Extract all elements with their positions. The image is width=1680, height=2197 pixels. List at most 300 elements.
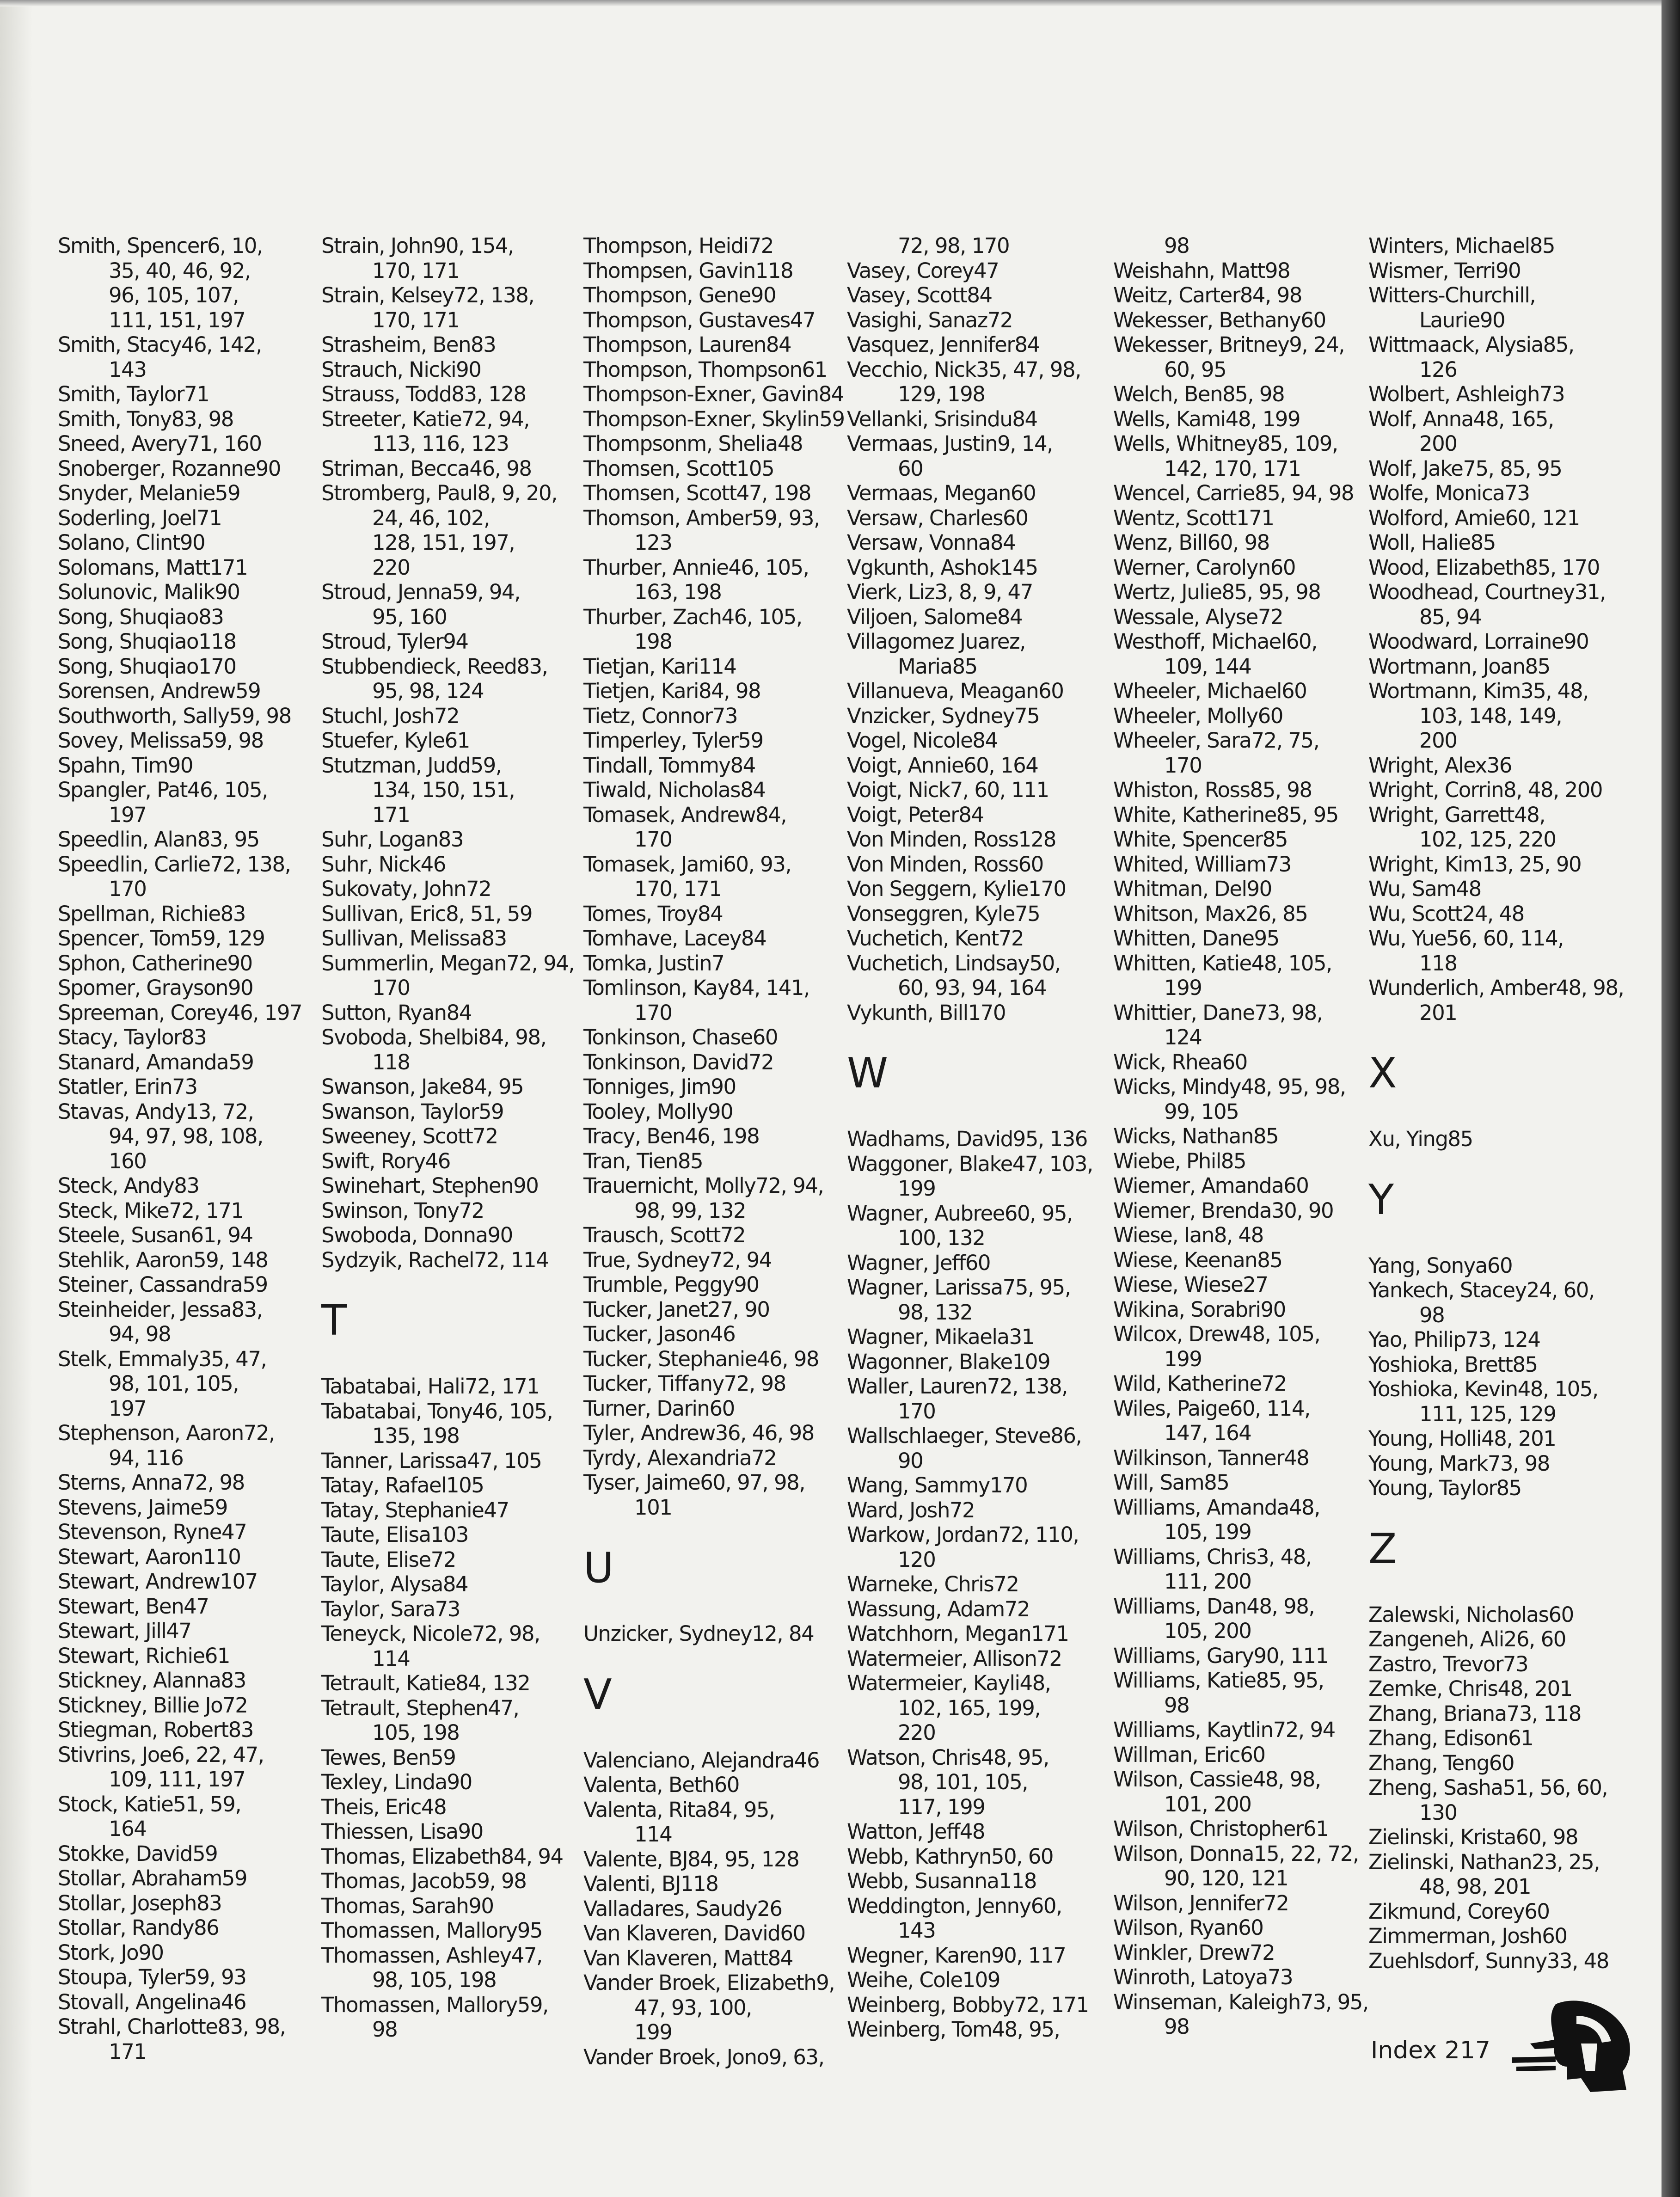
index-entry — [847, 1325, 1106, 1350]
index-entry-name: Watton, Jeff48 — [847, 1819, 985, 1844]
index-entry — [1113, 1173, 1372, 1198]
index-entry — [583, 258, 833, 283]
index-entry-name: Von Seggern, Kylie170 — [847, 877, 1066, 901]
index-entry-name: Whitten, Dane95 — [1113, 926, 1279, 951]
index-entry-name: Wood, Elizabeth85, 170 — [1368, 555, 1600, 580]
index-entry-pages: 135, 198 — [372, 1424, 460, 1448]
index-entry — [1113, 1817, 1372, 1841]
index-entry — [321, 1124, 571, 1149]
index-entry — [583, 1798, 833, 1847]
index-entry-name: Von Minden, Ross128 — [847, 827, 1056, 852]
index-entry — [1113, 1149, 1372, 1174]
index-entry — [1113, 1322, 1372, 1371]
index-entry-name: Speedlin, Alan83, 95 — [58, 827, 259, 852]
index-entry-name: Wikina, Sorabri90 — [1113, 1297, 1286, 1322]
index-entry — [321, 1819, 571, 1844]
index-entry-name: Young, Mark73, 98 — [1368, 1451, 1550, 1476]
index-entry — [1113, 1248, 1372, 1273]
index-entry-name: Stoupa, Tyler59, 93 — [58, 1965, 246, 1989]
index-entry-name: Webb, Kathryn50, 60 — [847, 1844, 1054, 1869]
index-entry-name: Sphon, Catherine90 — [58, 951, 252, 976]
index-entry-name: Tonkinson, Chase60 — [583, 1025, 778, 1049]
index-entry — [58, 1718, 298, 1743]
index-entry — [58, 1272, 298, 1297]
index-entry — [847, 1844, 1106, 1869]
index-entry — [1368, 1726, 1627, 1751]
index-entry-pages: Maria85 — [898, 654, 977, 679]
index-entry — [58, 431, 298, 456]
index-entry-name: Texley, Linda90 — [321, 1770, 472, 1794]
index-entry — [1368, 877, 1627, 902]
index-entry — [1368, 283, 1627, 332]
index-entry — [1113, 555, 1372, 580]
index-entry-name: Sorensen, Andrew59 — [58, 679, 261, 703]
index-entry — [321, 481, 571, 580]
index-entry-name: Tetrault, Stephen47, — [321, 1695, 519, 1720]
index-entry — [1113, 679, 1372, 704]
index-entry — [321, 1621, 571, 1671]
index-entry-name: Weitz, Carter84, 98 — [1113, 283, 1302, 307]
index-entry-name: Svoboda, Shelbi84, 98, — [321, 1025, 546, 1049]
index-entry — [847, 1374, 1106, 1424]
index-entry — [321, 753, 571, 828]
index-entry-name: Williams, Katie85, 95, — [1113, 1668, 1324, 1693]
index-entry-name: Wessale, Alyse72 — [1113, 604, 1283, 629]
index-entry-name: Wassung, Adam72 — [847, 1596, 1030, 1621]
index-entry-name: Tabatabai, Hali72, 171 — [321, 1374, 540, 1399]
index-entry-name: Weinberg, Tom48, 95, — [847, 2017, 1060, 2042]
index-entry — [583, 1371, 833, 1396]
index-entry — [847, 530, 1106, 555]
index-entry-name: Sweeney, Scott72 — [321, 1124, 498, 1148]
index-entry-name: Valenta, Beth60 — [583, 1773, 739, 1797]
index-entry-pages: 170, 171 — [372, 258, 460, 283]
index-entry — [1113, 258, 1372, 283]
index-entry — [321, 1149, 571, 1174]
index-entry-name: Weishahn, Matt98 — [1113, 258, 1290, 283]
index-entry — [321, 1522, 571, 1547]
index-entry — [583, 382, 844, 407]
index-entry — [1368, 1850, 1627, 1899]
index-entry — [58, 778, 298, 827]
index-entry-name: Vander Broek, Elizabeth9, — [583, 1970, 835, 1995]
index-entry — [58, 1940, 298, 1965]
index-entry-pages: 200 — [1419, 728, 1457, 753]
index-entry-name: Waller, Lauren72, 138, — [847, 1374, 1067, 1399]
index-entry — [583, 753, 833, 778]
index-entry — [321, 827, 571, 852]
index-entry — [321, 1248, 571, 1273]
index-entry — [1113, 407, 1372, 432]
index-entry-name: Vuchetich, Lindsay50, — [847, 951, 1061, 976]
index-entry — [321, 951, 575, 1000]
index-entry-name: Strasheim, Ben83 — [321, 332, 496, 357]
index-entry — [58, 1050, 298, 1075]
index-entry — [583, 1446, 833, 1471]
index-entry-name: Tatay, Stephanie47 — [321, 1497, 509, 1522]
index-entry — [58, 852, 298, 902]
index-entry — [1368, 481, 1627, 506]
index-entry-pages: 94, 97, 98, 108, — [109, 1124, 263, 1148]
index-entry-pages: 98, 101, 105, — [109, 1371, 239, 1396]
index-entry — [58, 1495, 298, 1520]
index-entry-pages: 170 — [634, 1000, 672, 1025]
index-entry-name: Steinheider, Jessa83, — [58, 1297, 263, 1322]
index-entry-pages: 118 — [1419, 951, 1457, 976]
index-entry-name: Thompson-Exner, Gavin84 — [583, 382, 844, 406]
index-entry — [1368, 803, 1627, 852]
index-entry-name: Suhr, Logan83 — [321, 827, 463, 852]
index-column-2 — [321, 233, 575, 2042]
index-entry-pages: 60, 95 — [1164, 357, 1226, 382]
index-entry-pages: 199 — [634, 2020, 672, 2044]
index-entry — [58, 827, 298, 852]
index-entry — [58, 506, 298, 531]
index-entry — [583, 1946, 833, 1971]
index-entry — [847, 332, 1106, 357]
index-entry — [847, 407, 1106, 432]
index-entry — [321, 1572, 571, 1597]
index-entry — [321, 332, 571, 357]
index-entry-name: Turner, Darin60 — [583, 1396, 735, 1421]
index-entry-name: Zielinski, Krista60, 98 — [1368, 1825, 1578, 1849]
index-entry — [1368, 1899, 1627, 1924]
index-entry — [1113, 629, 1372, 679]
index-entry-name: Thomassen, Ashley47, — [321, 1943, 542, 1968]
index-entry — [583, 976, 833, 1025]
index-entry-name: Vgkunth, Ashok145 — [847, 555, 1038, 580]
index-entry-name: Williams, Dan48, 98, — [1113, 1594, 1315, 1619]
index-entry-name: Thomas, Elizabeth84, 94 — [321, 1844, 563, 1869]
index-entry-name: Vonseggren, Kyle75 — [847, 901, 1040, 926]
index-entry-pages: 98 — [1419, 1302, 1445, 1327]
index-entry-pages: 198 — [634, 629, 672, 654]
index-entry — [1368, 332, 1627, 382]
index-entry — [1113, 1743, 1372, 1767]
index-entry-pages: 124 — [1164, 1025, 1202, 1049]
index-entry-name: Stacy, Taylor83 — [58, 1025, 207, 1049]
index-entry-name: Vogel, Nicole84 — [847, 728, 998, 753]
index-entry-name: Tietjen, Kari84, 98 — [583, 679, 761, 703]
index-entry — [583, 778, 833, 803]
index-entry-name: Spahn, Tim90 — [58, 753, 193, 778]
index-entry-name: Wu, Scott24, 48 — [1368, 901, 1524, 926]
index-entry — [321, 233, 571, 283]
index-entry-name: Thomassen, Mallory95 — [321, 1918, 542, 1943]
index-entry-name: Wiese, Ian8, 48 — [1113, 1223, 1263, 1247]
index-entry-name: Wegner, Karen90, 117 — [847, 1943, 1066, 1968]
index-entry-pages: 60, 93, 94, 164 — [898, 976, 1046, 1000]
index-entry — [1368, 580, 1627, 629]
index-entry — [58, 1173, 298, 1198]
index-entry — [58, 679, 298, 704]
index-entry-pages: 102, 125, 220 — [1419, 827, 1556, 852]
index-entry-name: Wentz, Scott171 — [1113, 505, 1274, 530]
index-entry — [58, 481, 298, 506]
index-entry-name: Werner, Carolyn60 — [1113, 555, 1296, 580]
index-entry — [847, 1152, 1106, 1201]
index-entry-name: Warkow, Jordan72, 110, — [847, 1522, 1079, 1547]
index-entry — [321, 1374, 571, 1399]
index-entry-pages: 105, 198 — [372, 1720, 460, 1745]
index-entry-pages: 114 — [372, 1646, 410, 1671]
index-entry-name: Solomans, Matt171 — [58, 555, 248, 580]
index-entry — [321, 1869, 571, 1894]
index-entry — [847, 1621, 1106, 1646]
index-entry-name: Thompsen, Gavin118 — [583, 258, 793, 283]
index-entry-name: Streeter, Katie72, 94, — [321, 406, 530, 431]
index-entry-name: Smith, Spencer6, 10, — [58, 233, 263, 258]
index-entry — [1113, 1668, 1372, 1718]
index-entry — [583, 605, 833, 654]
index-entry-name: Wencel, Carrie85, 94, 98 — [1113, 481, 1354, 505]
index-entry — [847, 1473, 1106, 1498]
index-entry — [1113, 852, 1372, 877]
index-entry-name: Vykunth, Bill170 — [847, 1000, 1006, 1025]
index-entry — [1113, 1074, 1372, 1124]
index-entry — [847, 1201, 1106, 1251]
index-entry — [1113, 1965, 1372, 1990]
index-entry-name: Vuchetich, Kent72 — [847, 926, 1024, 951]
index-entry-name: Winseman, Kaleigh73, 95, — [1113, 1989, 1368, 2014]
index-entry-name: Stuchl, Josh72 — [321, 703, 460, 728]
index-entry-name: Stiegman, Robert83 — [58, 1718, 253, 1742]
index-entry — [1113, 283, 1372, 308]
index-entry — [847, 481, 1106, 506]
index-entry — [847, 1498, 1106, 1523]
index-entry-pages: 111, 151, 197 — [109, 307, 245, 332]
index-entry-name: Smith, Stacy46, 142, — [58, 332, 262, 357]
page-top-edge — [0, 0, 1680, 6]
index-entry — [58, 753, 298, 778]
index-entry-name: Southworth, Sally59, 98 — [58, 703, 291, 728]
index-entry-name: Tiwald, Nicholas84 — [583, 778, 766, 802]
index-entry — [847, 902, 1106, 927]
index-entry — [58, 1545, 298, 1570]
index-entry-name: Tyrdy, Alexandria72 — [583, 1445, 777, 1470]
index-entry — [1113, 1446, 1372, 1471]
index-entry-name: Trausch, Scott72 — [583, 1223, 746, 1247]
index-entry-name: Williams, Gary90, 111 — [1113, 1643, 1328, 1668]
index-entry-name: Wekesser, Bethany60 — [1113, 307, 1326, 332]
index-entry — [583, 2045, 833, 2070]
index-entry — [58, 1668, 298, 1693]
index-entry-name: Williams, Amanda48, — [1113, 1495, 1320, 1520]
index-entry — [583, 555, 833, 605]
index-entry-name: Taute, Elisa103 — [321, 1522, 468, 1547]
index-entry — [1113, 1050, 1372, 1075]
index-entry — [583, 1847, 833, 1872]
index-entry-name: Tabatabai, Tony46, 105, — [321, 1399, 553, 1424]
index-entry-name: Valladares, Saudy26 — [583, 1896, 782, 1921]
page-right-edge — [1662, 0, 1680, 2197]
index-entry-name: Stroud, Tyler94 — [321, 629, 468, 654]
index-entry-name: Wagonner, Blake109 — [847, 1349, 1050, 1374]
index-entry-name: Tietz, Connor73 — [583, 703, 737, 728]
index-entry-name: Spellman, Richie83 — [58, 901, 245, 926]
index-entry-pages: 170, 171 — [634, 877, 722, 901]
index-entry — [1368, 1924, 1627, 1949]
index-entry-name: Wick, Rhea60 — [1113, 1049, 1247, 1074]
index-entry-name: Smith, Taylor71 — [58, 382, 209, 406]
index-entry-name: Stickney, Alanna83 — [58, 1668, 246, 1693]
index-entry-name: Tran, Tien85 — [583, 1148, 703, 1173]
section-letter-x: X — [1368, 1049, 1397, 1098]
index-entry-name: Versaw, Vonna84 — [847, 530, 1016, 555]
index-entry-name: Zastro, Trevor73 — [1368, 1651, 1528, 1676]
index-entry — [583, 1272, 833, 1297]
index-entry-name: Stuefer, Kyle61 — [321, 728, 470, 753]
index-entry — [321, 1547, 571, 1572]
index-entry-name: Tomes, Troy84 — [583, 901, 723, 926]
index-entry — [1113, 530, 1372, 555]
index-entry — [1368, 902, 1627, 927]
index-entry — [58, 1693, 298, 1718]
index-entry — [1113, 827, 1372, 852]
index-entry — [58, 654, 298, 679]
index-entry — [1113, 506, 1372, 531]
index-entry — [1368, 530, 1627, 555]
index-entry-name: Thompson, Heidi72 — [583, 233, 773, 258]
index-entry-name: Ward, Josh72 — [847, 1497, 975, 1522]
index-entry — [58, 456, 298, 481]
index-entry-name: Versaw, Charles60 — [847, 505, 1028, 530]
index-entry-name: Thompson, Lauren84 — [583, 332, 791, 357]
index-entry — [321, 926, 571, 951]
index-entry — [847, 1572, 1106, 1597]
index-entry — [583, 704, 833, 729]
index-entry — [847, 605, 1106, 630]
index-entry — [1113, 704, 1372, 729]
index-entry — [321, 382, 571, 407]
index-entry — [847, 951, 1106, 1000]
index-entry-name: Steiner, Cassandra59 — [58, 1272, 268, 1297]
index-entry-pages: 117, 199 — [898, 1794, 985, 1819]
index-entry-name: Yoshioka, Kevin48, 105, — [1368, 1377, 1598, 1401]
index-entry-name: Wismer, Terri90 — [1368, 258, 1521, 283]
index-entry-pages: 147, 164 — [1164, 1421, 1251, 1445]
index-entry — [583, 1970, 833, 2045]
index-entry-name: Spomer, Grayson90 — [58, 976, 253, 1000]
index-entry — [583, 431, 833, 456]
index-entry-pages: 98 — [1164, 1693, 1189, 1718]
index-entry-name: Whittier, Dane73, 98, — [1113, 1000, 1323, 1025]
index-entry — [583, 1421, 833, 1446]
index-entry — [583, 1896, 833, 1921]
index-entry — [58, 555, 298, 580]
index-entry-name: Wright, Garrett48, — [1368, 802, 1545, 827]
index-entry-name: Suhr, Nick46 — [321, 852, 446, 877]
index-entry-name: Welch, Ben85, 98 — [1113, 382, 1285, 406]
index-entry — [1113, 233, 1372, 258]
index-entry — [321, 1770, 571, 1795]
spartan-helmet-icon — [1512, 1997, 1637, 2094]
index-entry-name: Valente, BJ84, 95, 128 — [583, 1847, 799, 1872]
index-entry — [58, 629, 298, 654]
index-entry-name: Stork, Jo90 — [58, 1940, 164, 1965]
index-entry — [58, 1891, 298, 1916]
index-entry-name: Thomas, Jacob59, 98 — [321, 1869, 527, 1893]
index-entry-name: Zimmerman, Josh60 — [1368, 1924, 1567, 1948]
index-entry-pages: 197 — [109, 1396, 147, 1421]
index-entry-name: Spangler, Pat46, 105, — [58, 778, 268, 802]
index-entry — [583, 456, 833, 481]
index-entry — [583, 1025, 833, 1050]
section-letter-t: T — [321, 1296, 346, 1345]
index-entry — [58, 976, 298, 1000]
index-entry — [58, 1619, 298, 1644]
index-entry-name: Wagner, Jeff60 — [847, 1250, 990, 1275]
index-entry-pages: 94, 116 — [109, 1445, 184, 1470]
index-entry — [1113, 877, 1372, 902]
index-entry — [321, 407, 571, 456]
index-entry — [1113, 1371, 1372, 1396]
index-entry-pages: 72, 98, 170 — [898, 233, 1010, 258]
index-entry-name: Wortmann, Kim35, 48, — [1368, 679, 1588, 703]
index-entry — [583, 233, 833, 258]
index-entry — [1113, 902, 1372, 927]
index-entry-name: Wheeler, Michael60 — [1113, 679, 1307, 703]
index-entry — [847, 1275, 1106, 1325]
index-entry-name: Wilson, Jennifer72 — [1113, 1890, 1289, 1915]
index-entry — [321, 1498, 571, 1523]
index-entry-name: Tomhave, Lacey84 — [583, 926, 766, 951]
index-entry-pages: 143 — [109, 357, 147, 382]
index-entry-name: Wolf, Jake75, 85, 95 — [1368, 456, 1562, 481]
index-entry — [847, 803, 1106, 828]
index-entry — [58, 233, 298, 332]
index-entry — [321, 456, 571, 481]
index-entry-name: Winters, Michael85 — [1368, 233, 1555, 258]
index-entry-name: Whitten, Katie48, 105, — [1113, 951, 1332, 976]
index-entry — [1113, 1545, 1372, 1594]
index-entry-pages: 98, 132 — [898, 1300, 973, 1325]
index-column-6 — [1368, 233, 1627, 1973]
index-entry-name: Tetrault, Katie84, 132 — [321, 1671, 530, 1695]
index-entry-name: Stelk, Emmaly35, 47, — [58, 1346, 267, 1371]
index-entry-pages: 197 — [109, 802, 147, 827]
index-entry — [58, 1644, 298, 1669]
index-entry-name: Voigt, Peter84 — [847, 802, 984, 827]
index-entry-pages: 96, 105, 107, — [109, 283, 239, 307]
index-entry-name: Wilson, Christopher61 — [1113, 1817, 1329, 1841]
index-entry-pages: 98 — [372, 2017, 398, 2042]
index-entry-pages: 201 — [1419, 1000, 1457, 1025]
index-entry — [1368, 1253, 1627, 1278]
index-entry — [1368, 1352, 1627, 1377]
index-entry — [321, 902, 571, 927]
index-entry-name: Wright, Alex36 — [1368, 753, 1512, 778]
index-entry-name: Spencer, Tom59, 129 — [58, 926, 265, 951]
index-entry-pages: 98 — [1164, 233, 1189, 258]
index-entry-name: Williams, Kaytlin72, 94 — [1113, 1718, 1335, 1742]
index-entry-pages: 220 — [372, 555, 410, 580]
index-entry — [58, 728, 298, 753]
index-entry — [583, 1470, 833, 1520]
section-letter-u: U — [583, 1544, 613, 1592]
index-entry-name: Stehlik, Aaron59, 148 — [58, 1247, 268, 1272]
index-entry — [58, 1866, 298, 1891]
index-entry-name: Vermaas, Justin9, 14, — [847, 431, 1053, 456]
index-entry — [58, 1743, 298, 1792]
index-entry — [321, 1993, 571, 2042]
index-entry-name: Sydzyik, Rachel72, 114 — [321, 1247, 549, 1272]
index-entry-name: Thomassen, Mallory59, — [321, 1992, 548, 2017]
index-entry-pages: 199 — [1164, 1346, 1202, 1371]
index-entry-pages: 123 — [634, 530, 672, 555]
index-entry — [58, 926, 298, 951]
index-entry-name: Young, Holli48, 201 — [1368, 1426, 1556, 1451]
